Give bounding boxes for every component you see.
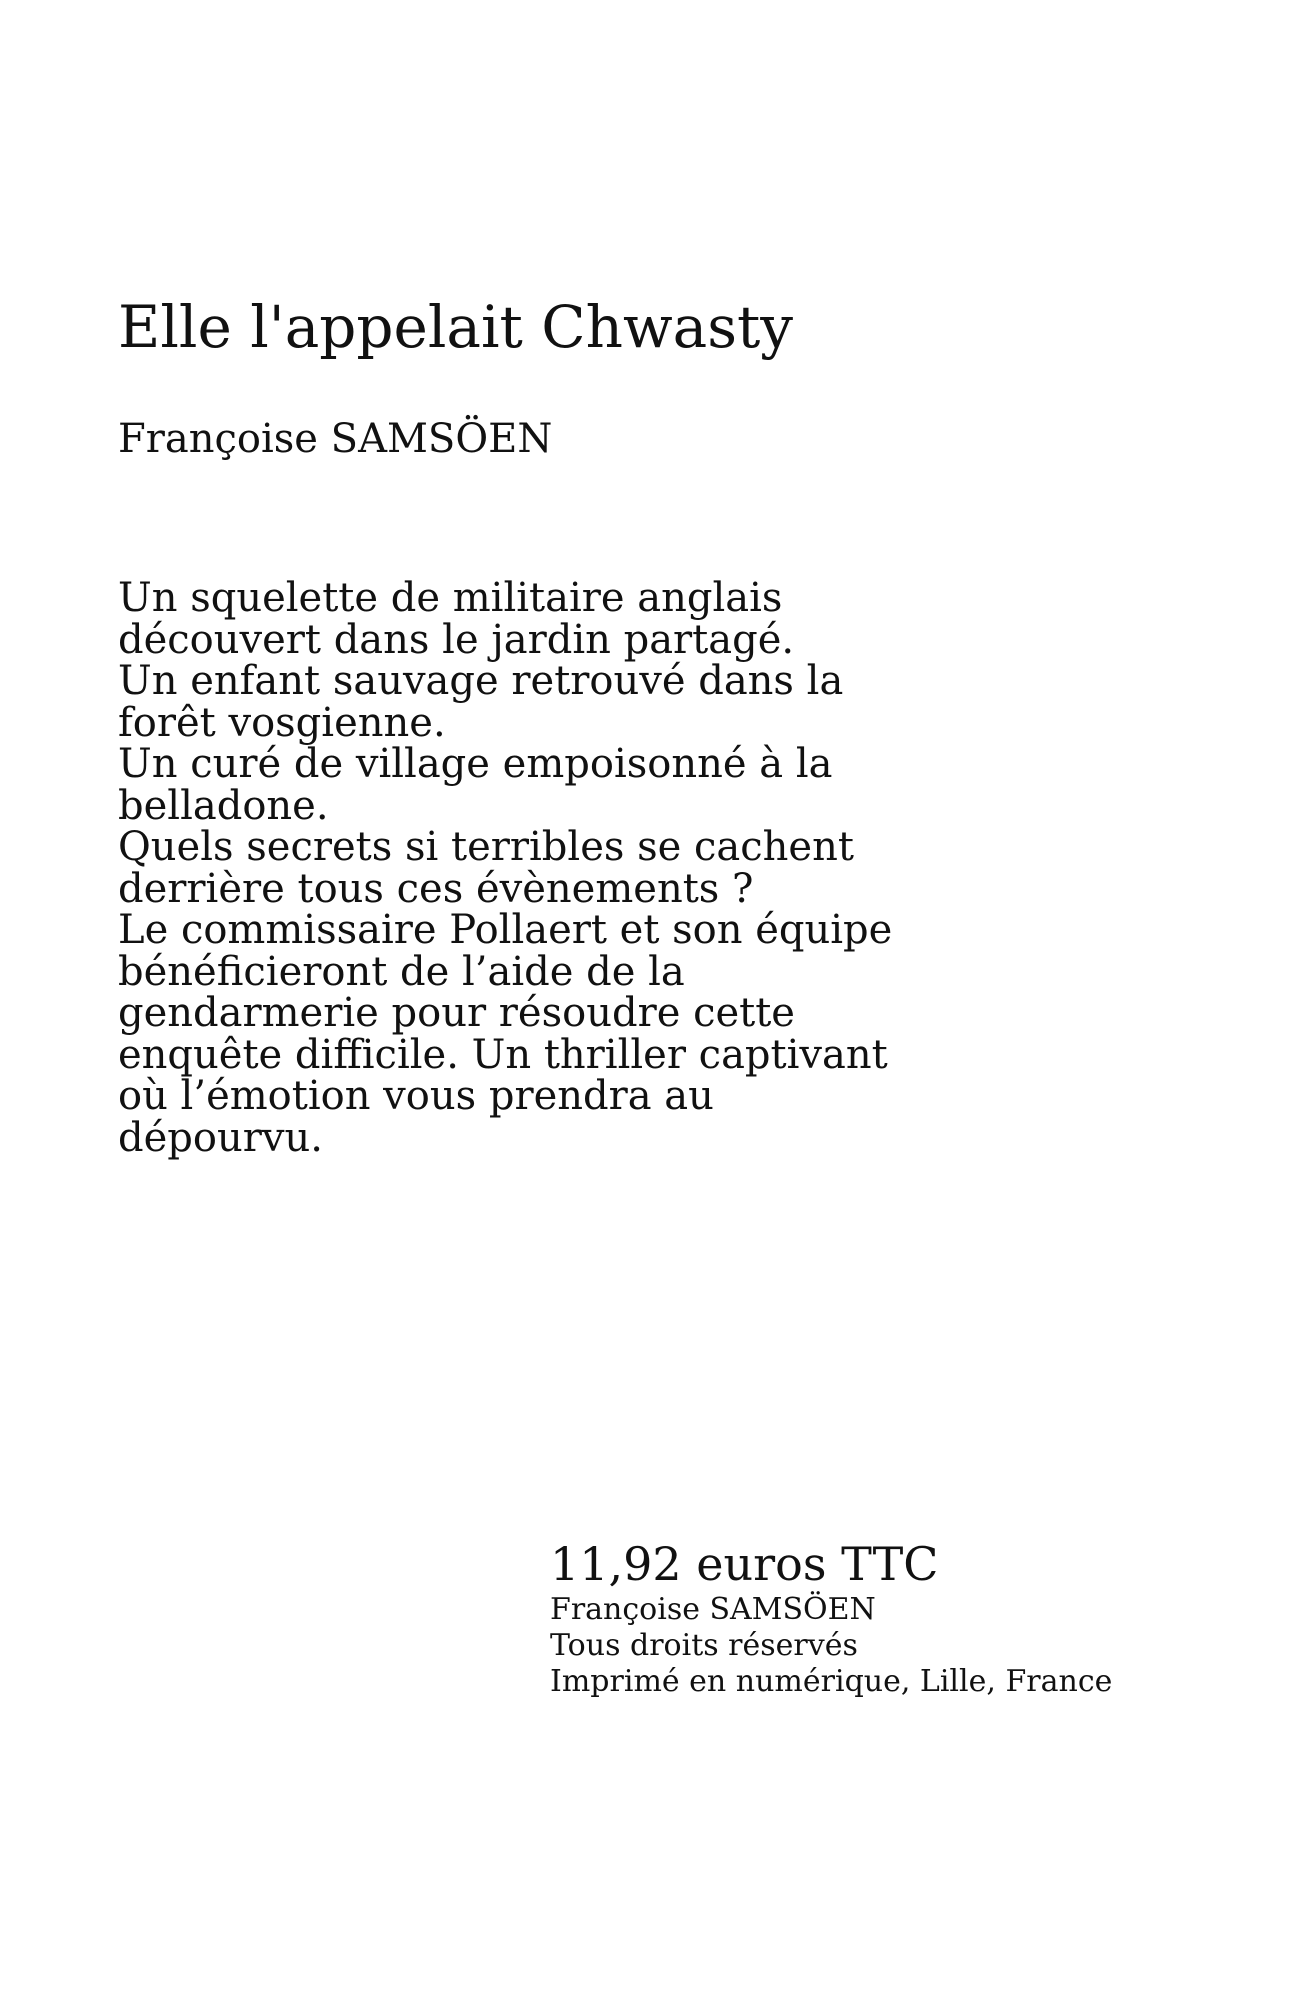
blurb-line: où l’émotion vous prendra au <box>118 1073 714 1119</box>
printing-notice: Imprimé en numérique, Lille, France <box>550 1664 1113 1699</box>
book-blurb <box>118 575 978 1161</box>
imprint-author: Françoise SAMSÖEN <box>550 1592 876 1627</box>
blurb-line: dépourvu. <box>118 1114 323 1161</box>
imprint-block <box>550 1536 1112 1700</box>
blurb-line: Un curé de village empoisonné à la <box>118 741 833 787</box>
rights-notice: Tous droits réservés <box>550 1628 858 1663</box>
blurb-line: Quels secrets si terribles se cachent <box>118 824 854 870</box>
blurb-line: forêt vosgienne. <box>118 699 446 746</box>
price-label: 11,92 euros TTC <box>550 1537 939 1591</box>
blurb-line: belladone. <box>118 782 329 829</box>
book-author: Françoise SAMSÖEN <box>118 416 553 462</box>
blurb-line: enquête difficile. Un thriller captivant <box>118 1031 888 1078</box>
book-title: Elle l'appelait Chwasty <box>118 293 794 361</box>
blurb-line: gendarmerie pour résoudre cette <box>118 990 795 1036</box>
blurb-line: découvert dans le jardin partagé. <box>118 616 795 663</box>
blurb-line: Un squelette de militaire anglais <box>118 575 783 621</box>
blurb-line: Un enfant sauvage retrouvé dans la <box>118 658 844 704</box>
blurb-line: bénéficieront de l’aide de la <box>118 948 685 995</box>
blurb-line: Le commissaire Pollaert et son équipe <box>118 907 893 953</box>
blurb-line: derrière tous ces évènements ? <box>118 865 754 912</box>
